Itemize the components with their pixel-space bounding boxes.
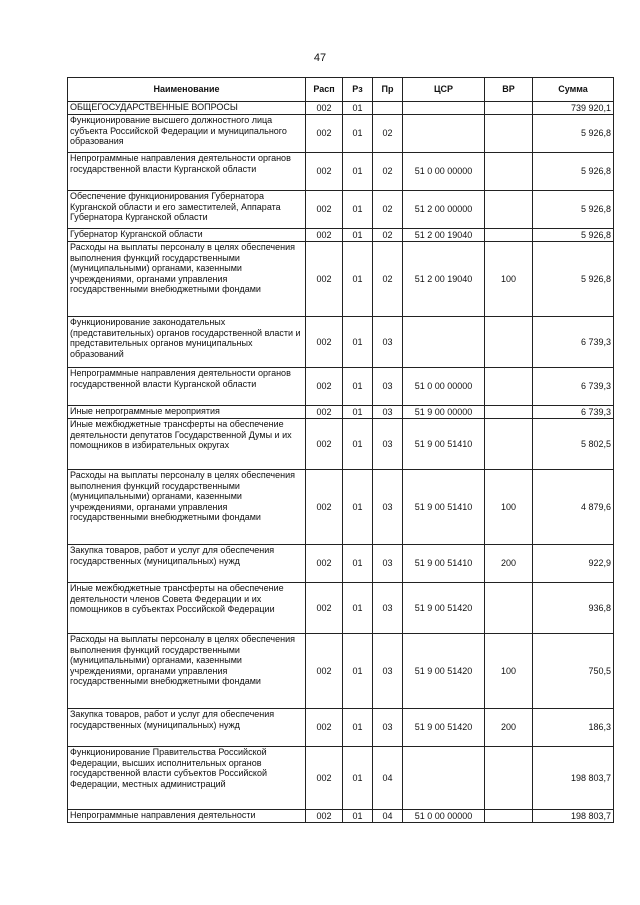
table-row [68, 406, 614, 419]
row-name: Иные межбюджетные трансферты на обеспечение деятельности членов Совета Федерации и их помощников в субъектах Российской Федерации [68, 583, 306, 634]
row-vr [485, 115, 533, 153]
row-name: Функционирование Правительства Российской Федерации, высших исполнительных органов государственной власти субъектов Российской Федерации, местных администраций [68, 747, 306, 810]
row-sum: 186,3 [533, 709, 614, 747]
table-header-row [68, 78, 614, 102]
header-rz: Рз [343, 78, 373, 102]
row-pr: 02 [373, 242, 403, 317]
table-row [68, 115, 614, 153]
header-pr: Пр [373, 78, 403, 102]
table-row [68, 747, 614, 810]
row-rasp: 002 [306, 153, 343, 191]
row-rz: 01 [343, 747, 373, 810]
row-vr [485, 419, 533, 470]
row-vr [485, 229, 533, 242]
row-vr [485, 153, 533, 191]
row-rz: 01 [343, 810, 373, 823]
row-csr [403, 102, 485, 115]
row-vr [485, 317, 533, 368]
row-name: Губернатор Курганской области [68, 229, 306, 242]
row-name: ОБЩЕГОСУДАРСТВЕННЫЕ ВОПРОСЫ [68, 102, 306, 115]
row-name: Расходы на выплаты персоналу в целях обеспечения выполнения функций государственными (муниципальными) органами, казенными учреждениями, органами управления государственными внебюджетными фондами [68, 242, 306, 317]
row-sum: 6 739,3 [533, 368, 614, 406]
row-csr [403, 115, 485, 153]
row-rz: 01 [343, 191, 373, 229]
row-csr: 51 9 00 51410 [403, 545, 485, 583]
row-rz: 01 [343, 545, 373, 583]
row-sum: 5 926,8 [533, 115, 614, 153]
row-csr: 51 9 00 00000 [403, 406, 485, 419]
row-rz: 01 [343, 406, 373, 419]
row-name: Функционирование законодательных (представительных) органов государственной власти и представительных органов муниципальных образований [68, 317, 306, 368]
row-vr [485, 191, 533, 229]
row-rasp: 002 [306, 747, 343, 810]
row-rz: 01 [343, 709, 373, 747]
row-rasp: 002 [306, 406, 343, 419]
row-name: Расходы на выплаты персоналу в целях обеспечения выполнения функций государственными (муниципальными) органами, казенными учреждениями, органами управления государственными внебюджетными фондами [68, 634, 306, 709]
row-vr [485, 583, 533, 634]
table-row [68, 229, 614, 242]
row-name: Расходы на выплаты персоналу в целях обеспечения выполнения функций государственными (муниципальными) органами, казенными учреждениями, органами управления государственными внебюджетными фондами [68, 470, 306, 545]
row-sum: 5 926,8 [533, 153, 614, 191]
table-row [68, 317, 614, 368]
row-sum: 5 926,8 [533, 191, 614, 229]
row-rz: 01 [343, 229, 373, 242]
row-name: Функционирование высшего должностного лица субъекта Российской Федерации и муниципального образования [68, 115, 306, 153]
row-sum: 750,5 [533, 634, 614, 709]
row-rasp: 002 [306, 368, 343, 406]
row-pr: 03 [373, 470, 403, 545]
row-rasp: 002 [306, 229, 343, 242]
row-rz: 01 [343, 115, 373, 153]
row-rasp: 002 [306, 545, 343, 583]
header-vr: ВР [485, 78, 533, 102]
row-csr: 51 9 00 51410 [403, 470, 485, 545]
header-csr: ЦСР [403, 78, 485, 102]
row-rasp: 002 [306, 709, 343, 747]
header-name: Наименование [68, 78, 306, 102]
row-vr: 100 [485, 634, 533, 709]
row-rasp: 002 [306, 583, 343, 634]
row-pr: 03 [373, 406, 403, 419]
table-row [68, 102, 614, 115]
row-sum: 6 739,3 [533, 317, 614, 368]
table-row [68, 419, 614, 470]
row-rz: 01 [343, 470, 373, 545]
table-row [68, 583, 614, 634]
budget-table [67, 77, 614, 823]
row-name: Иные межбюджетные трансферты на обеспечение деятельности депутатов Государственной Думы и их помощников в избирательных округах [68, 419, 306, 470]
row-csr: 51 2 00 19040 [403, 229, 485, 242]
row-name: Непрограммные направления деятельности [68, 810, 306, 823]
row-rz: 01 [343, 317, 373, 368]
row-name: Закупка товаров, работ и услуг для обеспечения государственных (муниципальных) нужд [68, 545, 306, 583]
table-row [68, 368, 614, 406]
row-vr [485, 102, 533, 115]
row-rz: 01 [343, 634, 373, 709]
row-pr: 03 [373, 709, 403, 747]
row-pr: 02 [373, 153, 403, 191]
row-vr [485, 406, 533, 419]
row-pr: 03 [373, 634, 403, 709]
table-row [68, 153, 614, 191]
row-pr: 04 [373, 747, 403, 810]
row-csr: 51 9 00 51420 [403, 634, 485, 709]
row-rasp: 002 [306, 242, 343, 317]
row-vr [485, 747, 533, 810]
table-row [68, 470, 614, 545]
row-csr: 51 2 00 00000 [403, 191, 485, 229]
row-rasp: 002 [306, 470, 343, 545]
row-sum: 922,9 [533, 545, 614, 583]
row-pr: 03 [373, 368, 403, 406]
row-pr: 03 [373, 583, 403, 634]
header-rasp: Расп [306, 78, 343, 102]
row-csr: 51 2 00 19040 [403, 242, 485, 317]
table-row [68, 242, 614, 317]
row-pr: 04 [373, 810, 403, 823]
row-vr: 100 [485, 470, 533, 545]
row-pr: 02 [373, 115, 403, 153]
row-rasp: 002 [306, 317, 343, 368]
row-csr: 51 9 00 51410 [403, 419, 485, 470]
row-rz: 01 [343, 153, 373, 191]
table-row [68, 709, 614, 747]
row-csr: 51 0 00 00000 [403, 153, 485, 191]
row-rasp: 002 [306, 419, 343, 470]
row-vr: 200 [485, 545, 533, 583]
row-pr: 03 [373, 317, 403, 368]
row-sum: 5 802,5 [533, 419, 614, 470]
row-pr [373, 102, 403, 115]
row-name: Непрограммные направления деятельности органов государственной власти Курганской области [68, 368, 306, 406]
row-sum: 936,8 [533, 583, 614, 634]
row-pr: 02 [373, 229, 403, 242]
row-pr: 03 [373, 419, 403, 470]
row-vr: 100 [485, 242, 533, 317]
row-sum: 198 803,7 [533, 810, 614, 823]
row-rz: 01 [343, 242, 373, 317]
row-vr [485, 810, 533, 823]
header-sum: Сумма [533, 78, 614, 102]
row-rasp: 002 [306, 102, 343, 115]
row-rz: 01 [343, 102, 373, 115]
row-csr: 51 9 00 51420 [403, 709, 485, 747]
row-rasp: 002 [306, 810, 343, 823]
row-rz: 01 [343, 368, 373, 406]
row-sum: 4 879,6 [533, 470, 614, 545]
row-pr: 03 [373, 545, 403, 583]
row-csr: 51 0 00 00000 [403, 810, 485, 823]
row-csr: 51 9 00 51420 [403, 583, 485, 634]
row-rasp: 002 [306, 191, 343, 229]
table-row [68, 545, 614, 583]
row-name: Иные непрограммные мероприятия [68, 406, 306, 419]
row-rz: 01 [343, 583, 373, 634]
row-rasp: 002 [306, 115, 343, 153]
row-vr [485, 368, 533, 406]
row-name: Закупка товаров, работ и услуг для обеспечения государственных (муниципальных) нужд [68, 709, 306, 747]
row-rz: 01 [343, 419, 373, 470]
row-name: Непрограммные направления деятельности органов государственной власти Курганской области [68, 153, 306, 191]
row-sum: 198 803,7 [533, 747, 614, 810]
row-csr [403, 317, 485, 368]
table-row [68, 634, 614, 709]
row-sum: 5 926,8 [533, 229, 614, 242]
row-sum: 6 739,3 [533, 406, 614, 419]
row-sum: 5 926,8 [533, 242, 614, 317]
table-row [68, 810, 614, 823]
page-number: 47 [313, 52, 327, 64]
row-csr: 51 0 00 00000 [403, 368, 485, 406]
row-sum: 739 920,1 [533, 102, 614, 115]
row-rasp: 002 [306, 634, 343, 709]
row-csr [403, 747, 485, 810]
row-pr: 02 [373, 191, 403, 229]
table-row [68, 191, 614, 229]
row-vr: 200 [485, 709, 533, 747]
row-name: Обеспечение функционирования Губернатора Курганской области и его заместителей, Аппарата Губернатора Курганской области [68, 191, 306, 229]
